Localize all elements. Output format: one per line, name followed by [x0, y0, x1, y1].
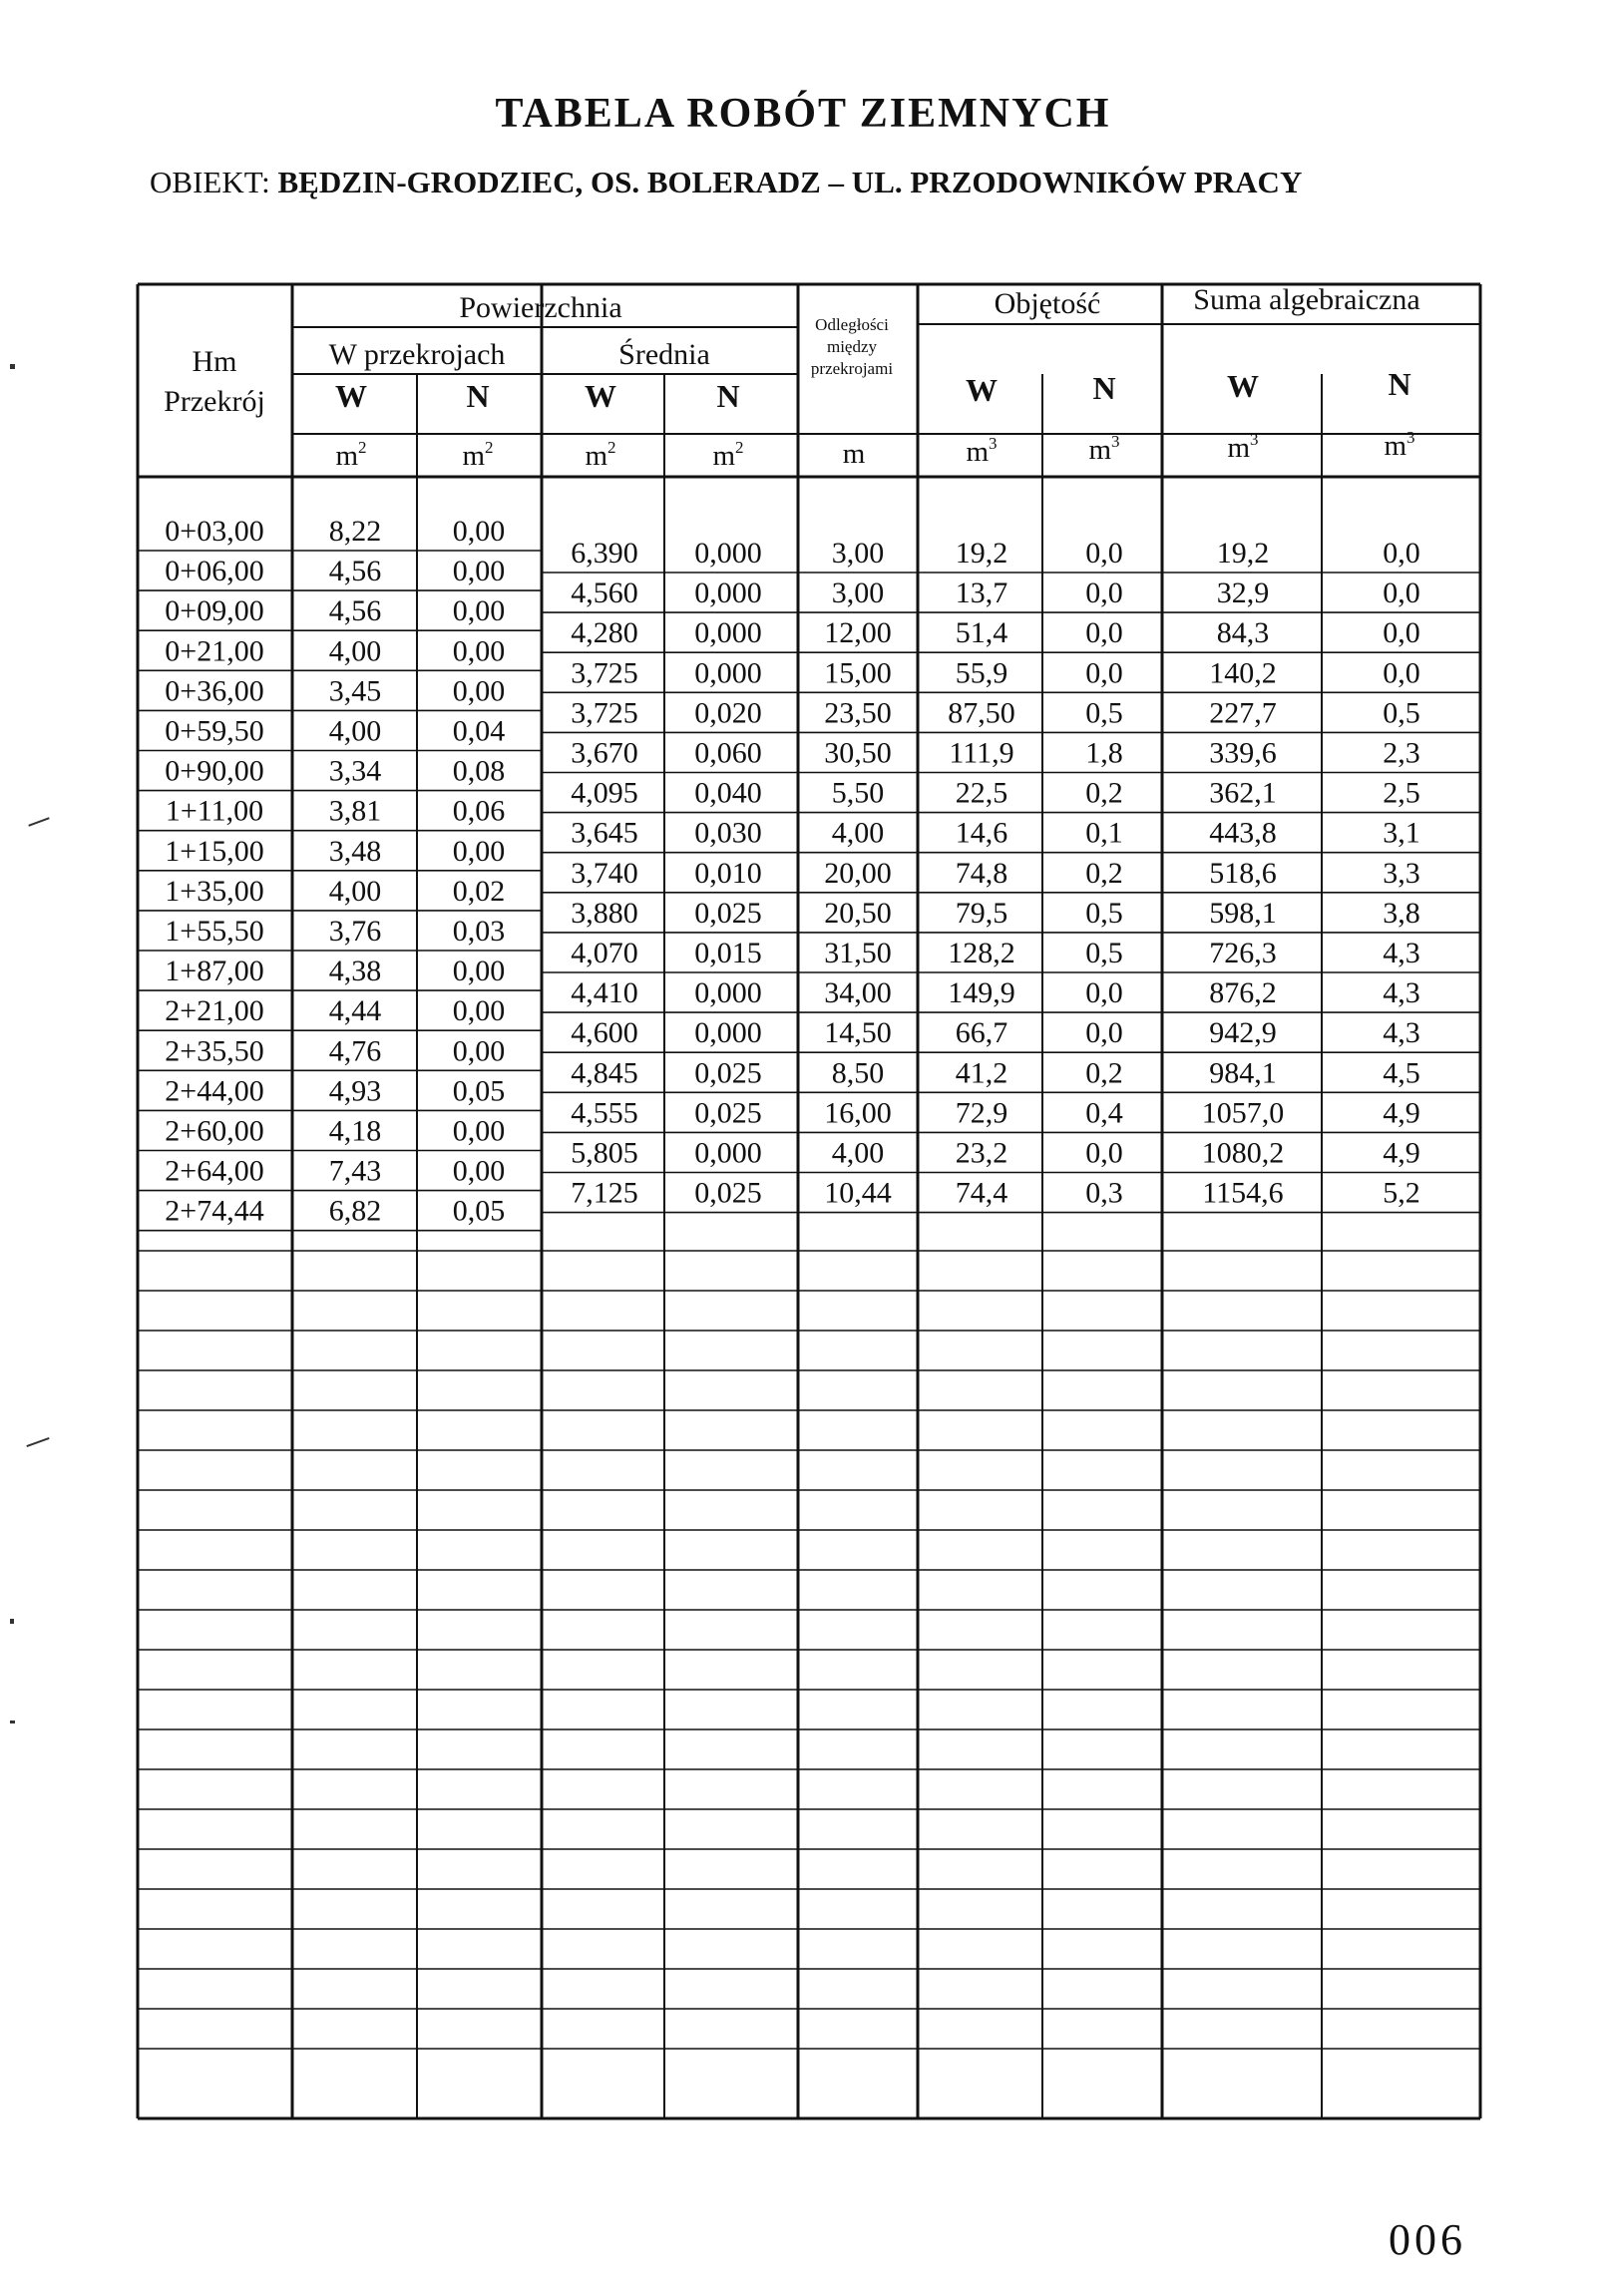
header-suma: Suma algebraiczna [1193, 283, 1420, 316]
section-area-n: 0,05 [452, 1194, 506, 1228]
interval-volume-w: 74,4 [955, 1176, 1008, 1210]
interval-volume-w: 72,9 [955, 1096, 1008, 1130]
interval-sum-n: 0,0 [1383, 576, 1420, 610]
section-area-w: 3,48 [328, 834, 382, 868]
section-area-w: 4,56 [328, 594, 382, 628]
interval-distance: 3,00 [831, 537, 885, 570]
interval-volume-n: 0,3 [1085, 1176, 1123, 1210]
scan-mark [10, 364, 15, 369]
header-hm: Hm [192, 345, 237, 378]
section-area-w: 4,00 [328, 634, 382, 668]
unit-sum-w: $m^3$ [1227, 430, 1259, 464]
interval-sum-w: 876,2 [1209, 976, 1277, 1010]
section-area-n: 0,05 [452, 1074, 506, 1108]
section-area-n: 0,08 [452, 754, 506, 788]
unit-area-n: $m^2$ [462, 438, 494, 472]
header-odleglosci-3: przekrojami [810, 359, 894, 378]
interval-distance: 16,00 [824, 1096, 892, 1130]
interval-volume-w: 41,2 [955, 1056, 1008, 1090]
section-hm: 1+35,00 [165, 874, 264, 908]
interval-volume-w: 51,4 [955, 616, 1008, 650]
header-objetosc: Objętość [994, 287, 1101, 320]
interval-mean-w: 3,740 [571, 856, 638, 890]
interval-mean-n: 0,000 [694, 976, 762, 1010]
section-hm: 1+15,00 [165, 834, 264, 868]
interval-sum-w: 84,3 [1216, 616, 1270, 650]
section-hm: 2+35,50 [165, 1034, 264, 1068]
interval-distance: 10,44 [824, 1176, 892, 1210]
interval-volume-w: 55,9 [955, 656, 1008, 690]
interval-mean-w: 5,805 [571, 1136, 638, 1170]
section-area-n: 0,00 [452, 1154, 506, 1188]
section-area-n: 0,00 [452, 674, 506, 708]
interval-mean-n: 0,025 [694, 1176, 762, 1210]
header-przekroj: Przekrój [164, 385, 265, 418]
unit-volume-n: $m^3$ [1088, 432, 1120, 466]
interval-mean-w: 7,125 [571, 1176, 638, 1210]
interval-mean-n: 0,015 [694, 937, 762, 969]
object-value: BĘDZIN-GRODZIEC, OS. BOLERADZ – UL. PRZODOWNIKÓW PRACY [277, 165, 1303, 199]
interval-sum-w: 1080,2 [1201, 1136, 1285, 1170]
interval-sum-w: 19,2 [1216, 537, 1270, 570]
unit-volume-w: $m^3$ [966, 434, 998, 468]
interval-volume-w: 111,9 [949, 736, 1014, 770]
interval-mean-n: 0,000 [694, 576, 762, 610]
interval-sum-n: 2,5 [1383, 776, 1420, 810]
section-hm: 2+74,44 [165, 1194, 264, 1228]
interval-mean-w: 3,725 [571, 656, 638, 690]
interval-distance: 15,00 [824, 656, 892, 690]
section-area-w: 3,76 [328, 915, 382, 948]
header-area-n: N [466, 378, 490, 414]
header-sum-w: W [1227, 368, 1259, 404]
scan-mark [10, 1619, 14, 1624]
section-area-n: 0,00 [452, 1114, 506, 1148]
section-area-n: 0,00 [452, 555, 506, 588]
interval-volume-w: 66,7 [955, 1016, 1008, 1050]
interval-sum-w: 32,9 [1216, 576, 1270, 610]
section-area-w: 4,93 [328, 1074, 382, 1108]
interval-distance: 30,50 [824, 736, 892, 770]
section-hm: 0+06,00 [165, 555, 264, 588]
interval-sum-n: 2,3 [1383, 736, 1420, 770]
section-area-w: 4,18 [328, 1114, 382, 1148]
interval-sum-w: 1154,6 [1202, 1176, 1284, 1210]
interval-sum-n: 3,3 [1383, 856, 1420, 890]
section-area-w: 7,43 [328, 1154, 382, 1188]
interval-sum-n: 0,0 [1383, 656, 1420, 690]
interval-mean-n: 0,000 [694, 656, 762, 690]
interval-volume-n: 0,0 [1085, 976, 1123, 1010]
interval-rows [571, 537, 1420, 1210]
header-sum-n: N [1388, 366, 1411, 402]
interval-mean-w: 3,725 [571, 696, 638, 730]
interval-mean-w: 4,555 [571, 1096, 638, 1130]
section-hm: 0+09,00 [165, 594, 264, 628]
interval-volume-n: 0,2 [1085, 1056, 1123, 1090]
section-area-n: 0,03 [452, 915, 506, 948]
interval-mean-w: 4,600 [571, 1016, 638, 1050]
interval-mean-n: 0,060 [694, 736, 762, 770]
header-powierzchnia: Powierzchnia [459, 291, 622, 324]
scan-mark [10, 1721, 15, 1723]
interval-distance: 4,00 [831, 816, 885, 850]
interval-distance: 12,00 [824, 616, 892, 650]
interval-sum-n: 3,8 [1383, 896, 1420, 930]
interval-volume-n: 0,5 [1085, 696, 1123, 730]
object-label: OBIEKT: [150, 165, 270, 199]
section-area-w: 3,81 [328, 794, 382, 828]
interval-mean-n: 0,020 [694, 696, 762, 730]
interval-mean-w: 4,280 [571, 616, 638, 650]
interval-volume-n: 0,2 [1085, 776, 1123, 810]
interval-sum-n: 3,1 [1383, 816, 1420, 850]
section-area-n: 0,02 [452, 874, 506, 908]
interval-mean-w: 4,845 [571, 1056, 638, 1090]
interval-mean-w: 6,390 [571, 537, 638, 570]
interval-distance: 23,50 [824, 696, 892, 730]
section-hm: 1+87,00 [165, 955, 264, 988]
interval-mean-w: 4,410 [571, 976, 638, 1010]
interval-volume-n: 0,0 [1085, 576, 1123, 610]
interval-volume-n: 0,5 [1085, 896, 1123, 930]
section-area-w: 4,38 [328, 955, 382, 988]
interval-volume-n: 0,1 [1085, 816, 1123, 850]
interval-mean-w: 4,070 [571, 937, 638, 969]
interval-distance: 8,50 [831, 1056, 885, 1090]
section-area-w: 4,00 [328, 714, 382, 748]
interval-mean-w: 3,880 [571, 896, 638, 930]
interval-volume-w: 13,7 [955, 576, 1008, 610]
interval-sum-w: 443,8 [1209, 816, 1277, 850]
interval-sum-n: 4,5 [1383, 1056, 1420, 1090]
interval-volume-n: 0,0 [1085, 616, 1123, 650]
interval-sum-n: 5,2 [1383, 1176, 1420, 1210]
document-title: TABELA ROBÓT ZIEMNYCH [495, 91, 1111, 137]
unit-mean-n: $m^2$ [712, 438, 744, 472]
section-hm: 0+03,00 [165, 515, 264, 548]
section-area-w: 6,82 [328, 1194, 382, 1228]
interval-distance: 31,50 [824, 937, 892, 969]
section-area-n: 0,00 [452, 515, 506, 548]
section-area-w: 3,45 [328, 674, 382, 708]
section-hm: 0+90,00 [165, 754, 264, 788]
header-mean-n: N [716, 378, 740, 414]
unit-mean-w: $m^2$ [585, 438, 616, 472]
section-hm: 1+11,00 [165, 794, 264, 828]
interval-sum-n: 4,9 [1383, 1096, 1420, 1130]
unit-distance: m [842, 438, 866, 470]
interval-distance: 4,00 [831, 1136, 885, 1170]
header-area-w: W [335, 378, 367, 414]
interval-mean-n: 0,000 [694, 616, 762, 650]
interval-volume-w: 149,9 [948, 976, 1015, 1010]
section-area-n: 0,04 [452, 714, 506, 748]
unit-area-w: $m^2$ [335, 438, 367, 472]
section-hm: 1+55,50 [165, 915, 264, 948]
header-mean-w: W [585, 378, 616, 414]
interval-volume-w: 87,50 [948, 696, 1015, 730]
header-volume-n: N [1092, 370, 1116, 406]
header-odleglosci-1: Odległości [815, 315, 889, 334]
section-hm: 0+21,00 [165, 634, 264, 668]
section-area-n: 0,00 [452, 994, 506, 1028]
interval-volume-n: 0,2 [1085, 856, 1123, 890]
section-hm: 0+59,50 [165, 714, 264, 748]
interval-mean-w: 3,645 [571, 816, 638, 850]
interval-volume-n: 0,5 [1085, 937, 1123, 969]
interval-volume-n: 0,0 [1085, 656, 1123, 690]
page-number: 006 [1389, 2215, 1466, 2264]
unit-sum-n: $m^3$ [1384, 428, 1415, 462]
section-hm: 0+36,00 [165, 674, 264, 708]
section-hm: 2+60,00 [165, 1114, 264, 1148]
section-area-n: 0,00 [452, 634, 506, 668]
interval-distance: 5,50 [831, 776, 885, 810]
interval-sum-n: 4,3 [1383, 976, 1420, 1010]
section-area-n: 0,06 [452, 794, 506, 828]
section-area-n: 0,00 [452, 955, 506, 988]
interval-distance: 14,50 [824, 1016, 892, 1050]
section-hm: 2+21,00 [165, 994, 264, 1028]
interval-mean-n: 0,040 [694, 776, 762, 810]
interval-volume-n: 0,0 [1085, 537, 1123, 570]
interval-mean-w: 3,670 [571, 736, 638, 770]
interval-sum-w: 942,9 [1209, 1016, 1277, 1050]
interval-mean-n: 0,000 [694, 1016, 762, 1050]
interval-mean-n: 0,025 [694, 1096, 762, 1130]
interval-sum-w: 339,6 [1209, 736, 1277, 770]
interval-volume-n: 0,4 [1085, 1096, 1123, 1130]
interval-volume-w: 22,5 [955, 776, 1008, 810]
interval-volume-w: 74,8 [955, 856, 1008, 890]
section-area-w: 4,44 [328, 994, 382, 1028]
interval-sum-w: 362,1 [1209, 776, 1277, 810]
interval-sum-n: 0,0 [1383, 616, 1420, 650]
interval-sum-w: 227,7 [1209, 696, 1277, 730]
interval-sum-n: 4,3 [1383, 1016, 1420, 1050]
interval-mean-n: 0,010 [694, 856, 762, 890]
interval-volume-n: 1,8 [1085, 736, 1123, 770]
section-area-n: 0,00 [452, 834, 506, 868]
interval-sum-w: 518,6 [1209, 856, 1277, 890]
interval-sum-w: 140,2 [1209, 656, 1277, 690]
interval-sum-n: 0,0 [1383, 537, 1420, 570]
interval-mean-n: 0,000 [694, 537, 762, 570]
section-hm: 2+44,00 [165, 1074, 264, 1108]
interval-sum-w: 984,1 [1209, 1056, 1277, 1090]
header-srednia: Średnia [618, 338, 710, 371]
interval-mean-w: 4,095 [571, 776, 638, 810]
interval-volume-w: 23,2 [955, 1136, 1008, 1170]
section-area-w: 3,34 [328, 754, 382, 788]
table-header [164, 283, 1420, 418]
interval-volume-w: 14,6 [955, 816, 1008, 850]
section-area-w: 4,00 [328, 874, 382, 908]
interval-sum-n: 0,5 [1383, 696, 1420, 730]
interval-volume-n: 0,0 [1085, 1136, 1123, 1170]
interval-distance: 34,00 [824, 976, 892, 1010]
interval-volume-w: 79,5 [955, 896, 1008, 930]
interval-distance: 3,00 [831, 576, 885, 610]
header-odleglosci-2: między [826, 337, 878, 356]
interval-sum-w: 1057,0 [1201, 1096, 1285, 1130]
section-area-n: 0,00 [452, 1034, 506, 1068]
interval-mean-n: 0,025 [694, 1056, 762, 1090]
header-volume-w: W [966, 372, 998, 408]
interval-mean-n: 0,000 [694, 1136, 762, 1170]
interval-sum-w: 726,3 [1209, 937, 1277, 969]
section-area-n: 0,00 [452, 594, 506, 628]
section-area-w: 4,56 [328, 555, 382, 588]
interval-volume-w: 128,2 [948, 937, 1015, 969]
interval-distance: 20,50 [824, 896, 892, 930]
interval-volume-n: 0,0 [1085, 1016, 1123, 1050]
interval-mean-n: 0,025 [694, 896, 762, 930]
interval-sum-w: 598,1 [1209, 896, 1277, 930]
section-area-w: 8,22 [328, 515, 382, 548]
section-hm: 2+64,00 [165, 1154, 264, 1188]
section-area-w: 4,76 [328, 1034, 382, 1068]
interval-mean-w: 4,560 [571, 576, 638, 610]
interval-sum-n: 4,3 [1383, 937, 1420, 969]
interval-sum-n: 4,9 [1383, 1136, 1420, 1170]
interval-mean-n: 0,030 [694, 816, 762, 850]
interval-distance: 20,00 [824, 856, 892, 890]
interval-volume-w: 19,2 [955, 537, 1008, 570]
header-w-przekrojach: W przekrojach [328, 338, 506, 371]
